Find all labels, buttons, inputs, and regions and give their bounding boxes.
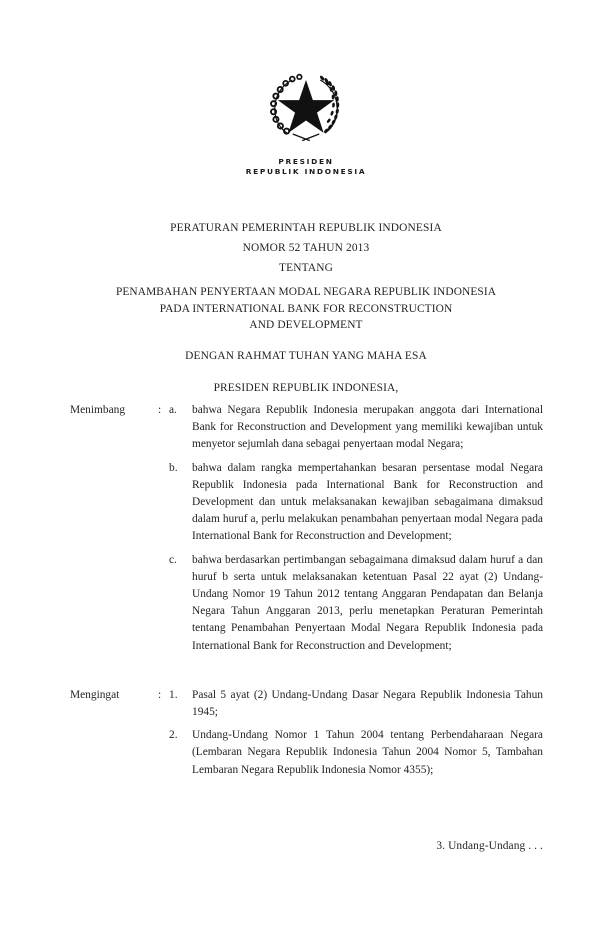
- clause-text: Pasal 5 ayat (2) Undang-Undang Dasar Negara Republik Indonesia Tahun 1945;: [192, 688, 543, 719]
- clause-item: [0, 687, 612, 721]
- section-label: Menimbang: [70, 404, 126, 416]
- emblem-caption-line-2: REPUBLIK INDONESIA: [245, 167, 367, 176]
- presidential-emblem-block: [0, 62, 612, 177]
- regulation-tentang: TENTANG: [279, 262, 333, 274]
- regulation-subject-line-3: AND DEVELOPMENT: [249, 319, 363, 331]
- indonesian-presidential-seal-icon: [258, 62, 354, 152]
- section-colon: :: [158, 688, 162, 701]
- emblem-caption-line-1: PRESIDEN: [278, 157, 334, 166]
- clause-item: [0, 727, 612, 779]
- regulation-invocation: DENGAN RAHMAT TUHAN YANG MAHA ESA: [185, 349, 427, 362]
- regulation-heading: PERATURAN PEMERINTAH REPUBLIK INDONESIA: [170, 222, 442, 234]
- section-mengingat: [0, 687, 612, 779]
- section-label: Mengingat: [70, 688, 120, 701]
- section-menimbang: [0, 402, 612, 655]
- clause-text: bahwa dalam rangka mempertahankan besaran persentase modal Negara Republik Indonesia pada International Bank for Reconstruction and Development dan untuk melaksanakan kewajiban sebagaimana dimaksud dalam huruf a, perlu melakukan penambahan penyertaan modal Negara pada International Bank for Reconstruction and Development;: [192, 461, 543, 543]
- clause-marker: b.: [169, 461, 178, 474]
- regulation-subject-line-2: PADA INTERNATIONAL BANK FOR RECONSTRUCTION: [159, 302, 453, 315]
- clause-text: bahwa berdasarkan pertimbangan sebagaimana dimaksud dalam huruf a dan huruf b serta untuk melaksanakan ketentuan Pasal 22 ayat (2) Undang-Undang Nomor 19 Tahun 2012 tentang Anggaran Pendapatan dan Belanja Negara Tahun Anggaran 2013, perlu menetapkan Peraturan Pemerintah tentang Penambahan Penyertaan Modal Negara Republik Indonesia pada International Bank for Reconstruction and Development;: [192, 553, 543, 652]
- clause-marker: 2.: [169, 729, 178, 742]
- clause-text: Undang-Undang Nomor 1 Tahun 2004 tentang Perbendaharaan Negara (Lembaran Negara Republik Indonesia Tahun 2004 Nomor 5, Tambahan Lembaran Negara Republik Indonesia Nomor 4355);: [192, 729, 543, 776]
- regulation-body: [0, 402, 612, 779]
- footer-catchword: 3. Undang-Undang . . .: [436, 840, 543, 852]
- clause-marker: a.: [169, 404, 177, 416]
- regulation-subject-line-1: PENAMBAHAN PENYERTAAN MODAL NEGARA REPUBLIK INDONESIA: [115, 286, 497, 298]
- section-colon: :: [158, 404, 162, 416]
- clause-item: [0, 402, 612, 454]
- clause-text: bahwa Negara Republik Indonesia merupakan anggota dari International Bank for Reconstruction and Development yang memiliki kewajiban untuk menyetor sejumlah dana sebagai penyertaan modal Negara;: [192, 404, 543, 451]
- clause-item: [0, 552, 612, 655]
- regulation-authority: PRESIDEN REPUBLIK INDONESIA,: [213, 381, 399, 394]
- clause-marker: c.: [169, 553, 177, 566]
- clause-item: [0, 460, 612, 546]
- regulation-title-block: [86, 218, 526, 398]
- clause-marker: 1.: [169, 688, 178, 701]
- emblem-caption: [0, 157, 612, 177]
- regulation-number: NOMOR 52 TAHUN 2013: [242, 242, 370, 254]
